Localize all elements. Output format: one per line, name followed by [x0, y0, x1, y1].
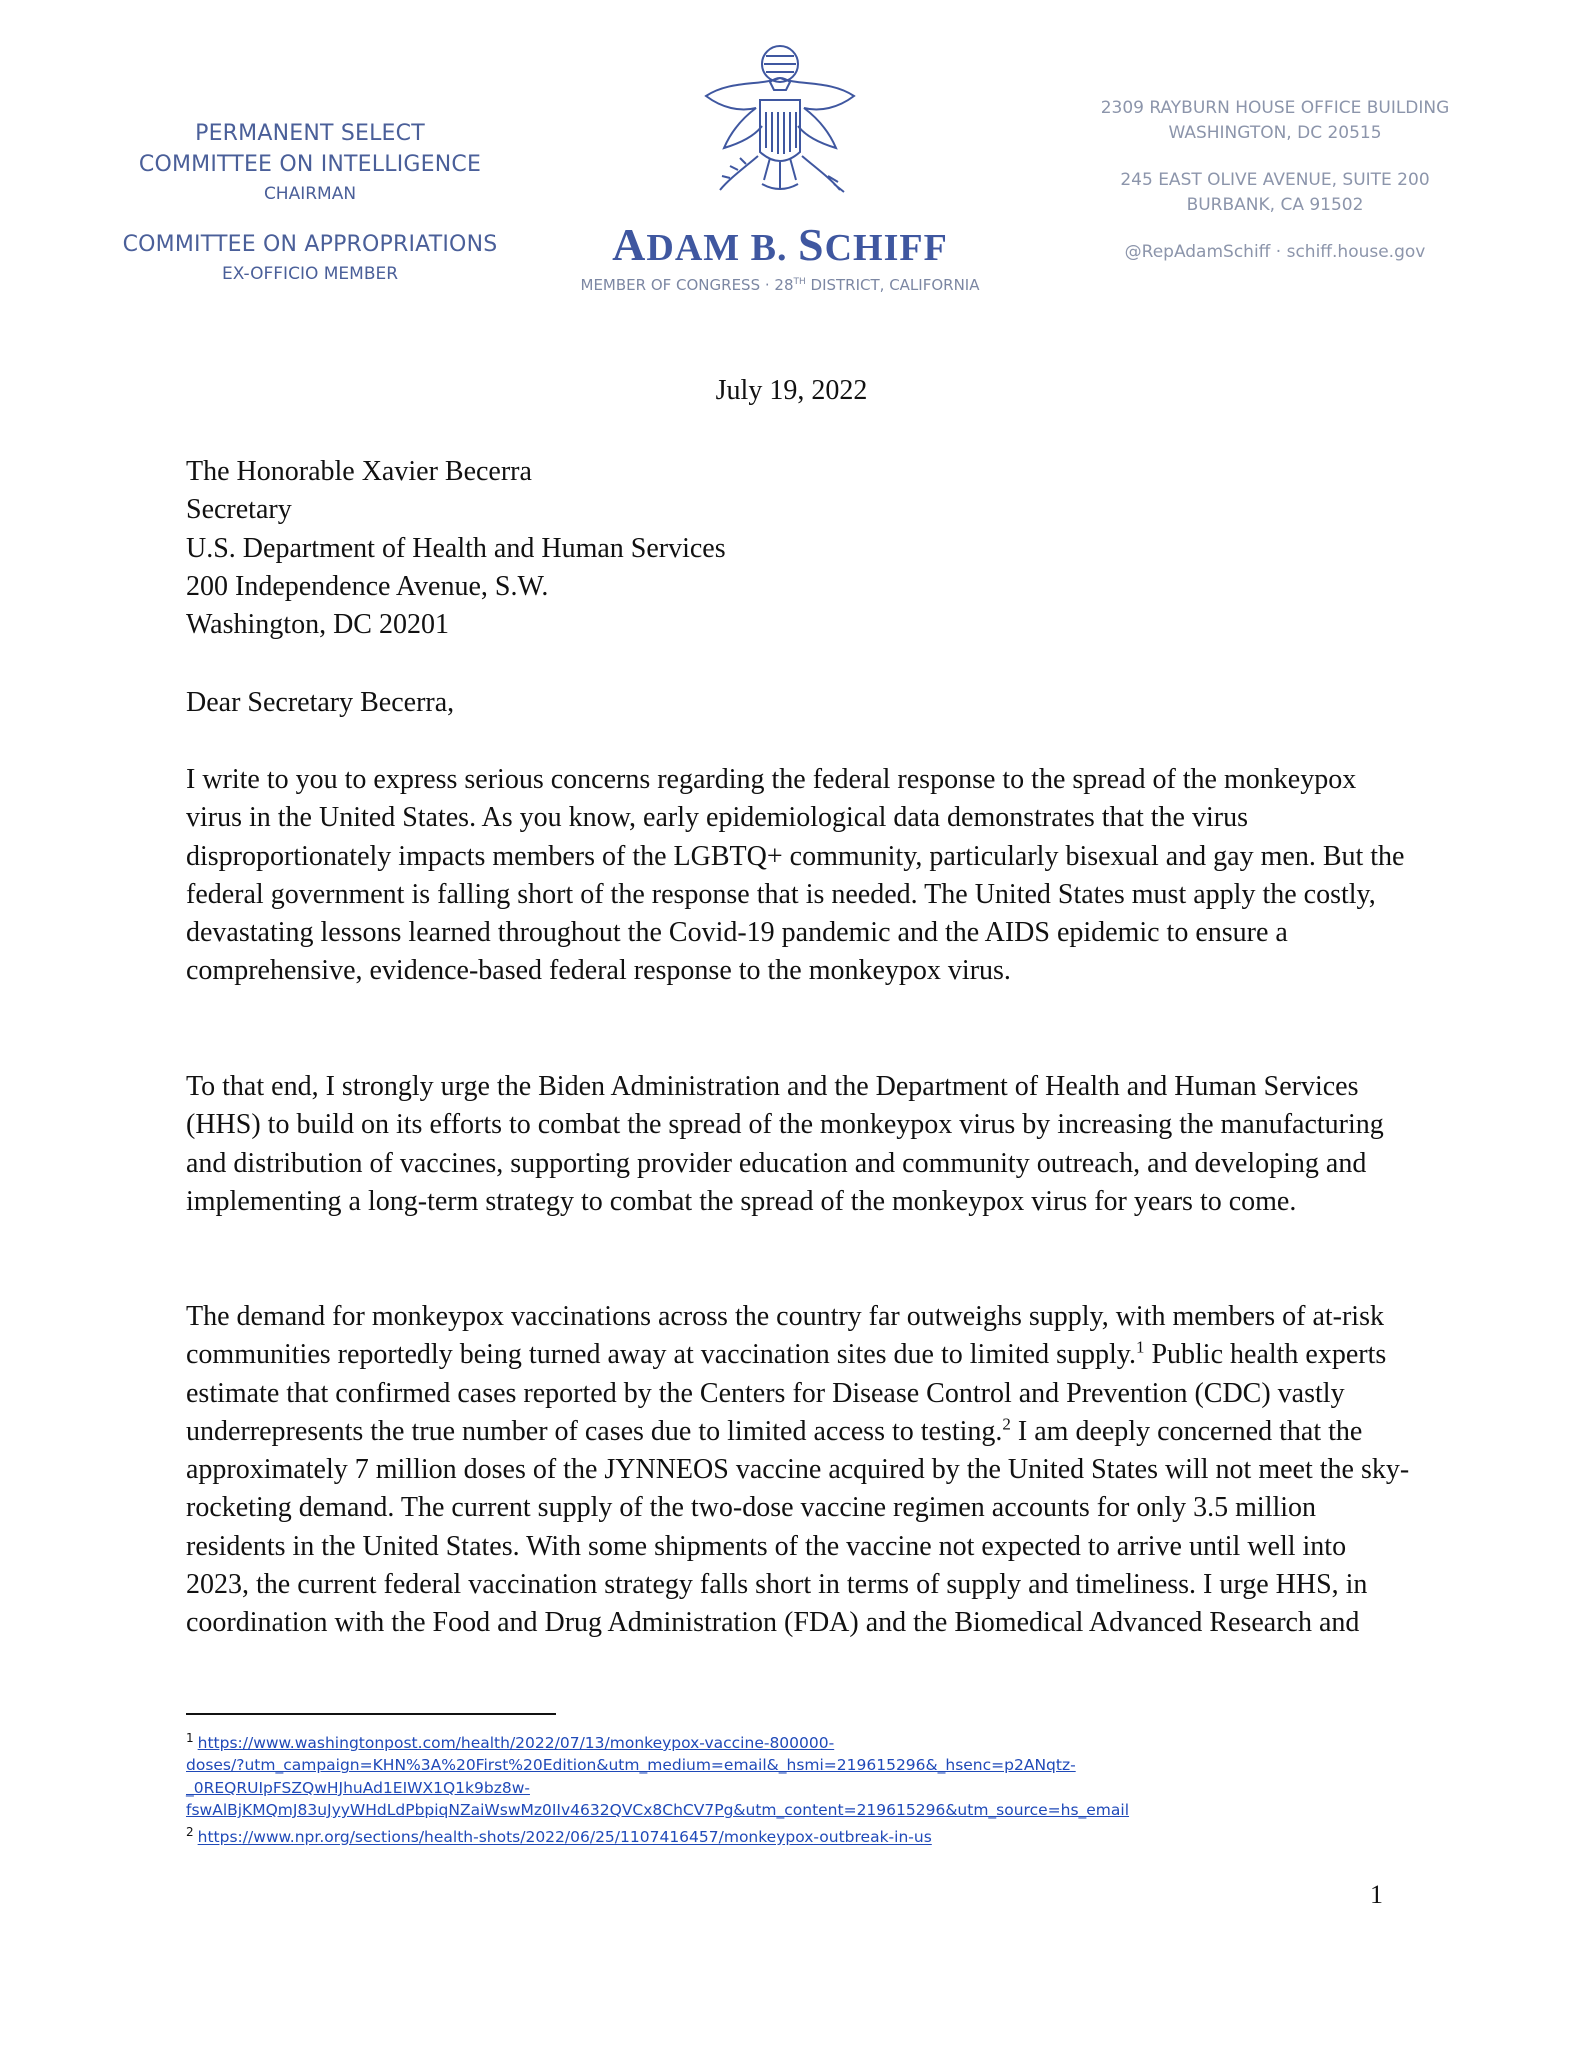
- footnote-divider: [186, 1713, 556, 1715]
- subtitle-pre: MEMBER OF CONGRESS · 28: [580, 276, 794, 294]
- web-handle: @RepAdamSchiff · schiff.house.gov: [1124, 242, 1426, 262]
- member-name: [560, 218, 1000, 271]
- committee-approp-role: EX-OFFICIO MEMBER: [221, 264, 399, 284]
- footnote-2: [186, 1821, 1436, 1848]
- footnotes: [186, 1727, 1436, 1849]
- letter-date: July 19, 2022: [715, 375, 868, 406]
- office-burbank-line2: BURBANK, CA 91502: [1186, 195, 1364, 215]
- subtitle-sup: TH: [793, 277, 806, 287]
- salutation: Dear Secretary Becerra,: [186, 687, 455, 718]
- subtitle-post: DISTRICT, CALIFORNIA: [805, 276, 980, 294]
- footnote-2-number: 2: [186, 1825, 194, 1840]
- recipient-address: [186, 453, 1416, 644]
- paragraph-3-part-b: Public health experts estimate that confirmed cases reported by the Centers for Disease Control and Prevention (CDC) vastly underrepresents the true number of cases due to limited access to testing.: [186, 1339, 1387, 1447]
- recipient-line5: Washington, DC 20201: [186, 609, 449, 641]
- member-name-initial-s: S: [798, 219, 825, 270]
- recipient-line4: 200 Independence Avenue, S.W.: [186, 570, 549, 602]
- member-name-end: CHIFF: [824, 227, 948, 269]
- member-name-initial-a: A: [612, 219, 647, 270]
- footnote-1-link-line2[interactable]: doses/?utm_campaign=KHN%3A%20First%20Edition&utm_medium=email&_hsmi=219615296&_hsenc=p2ANqtz-: [186, 1756, 1076, 1775]
- great-seal-eagle-icon: [700, 38, 860, 213]
- office-dc-line1: 2309 RAYBURN HOUSE OFFICE BUILDING: [1100, 98, 1450, 118]
- office-block: [1040, 96, 1510, 265]
- footnote-1-link-line1[interactable]: https://www.washingtonpost.com/health/2022/07/13/monkeypox-vaccine-800000-: [197, 1734, 835, 1753]
- paragraph-3-part-a: The demand for monkeypox vaccinations across the country far outweighs supply, with members of at-risk communities reportedly being turned away at vaccination sites due to limited supply.: [186, 1301, 1384, 1371]
- member-name-middle: DAM B.: [646, 227, 799, 269]
- paragraph-3-part-c: I am deeply concerned that the approximately 7 million doses of the JYNNEOS vaccine acquired by the United States will not meet the sky-rocketing demand. The current supply of the two-dose vaccine regimen accounts for only 3.5 million residents in the United States. With some shipments of the vaccine not expected to arrive until well into 2023, the current federal vaccination strategy falls short in terms of supply and timeliness. I urge HHS, in coordination with the Food and Drug Administration (FDA) and the Biomedical Advanced Research and: [186, 1415, 1410, 1639]
- recipient-line2: Secretary: [186, 494, 292, 526]
- paragraph-2-text: To that end, I strongly urge the Biden Administration and the Department of Health and Human Services (HHS) to build on its efforts to combat the spread of the monkeypox virus by increasing the manufacturing and distribution of vaccines, supporting provider education and community outreach, and developing and implementing a long-term strategy to combat the spread of the monkeypox virus for years to come.: [186, 1071, 1384, 1217]
- footnote-2-link[interactable]: https://www.npr.org/sections/health-shots/2022/06/25/1107416457/monkeypox-outbreak-in-us: [197, 1828, 932, 1847]
- committee-intel-role: CHAIRMAN: [263, 184, 357, 204]
- committee-intel-line2: COMMITTEE ON INTELLIGENCE: [138, 152, 482, 177]
- paragraph-2: [186, 1068, 1416, 1221]
- member-subtitle: [555, 276, 1005, 294]
- footnote-ref-2[interactable]: 2: [1002, 1414, 1011, 1434]
- recipient-line3: U.S. Department of Health and Human Services: [186, 532, 726, 564]
- paragraph-1: [186, 761, 1416, 991]
- committee-intel-line1: PERMANENT SELECT: [195, 121, 425, 146]
- office-burbank-line1: 245 EAST OLIVE AVENUE, SUITE 200: [1120, 170, 1430, 190]
- footnote-1-number: 1: [186, 1731, 194, 1745]
- paragraph-1-text: I write to you to express serious concerns regarding the federal response to the spread of the monkeypox virus in the United States. As you know, early epidemiological data demonstrates that the virus disproportionately impacts members of the LGBTQ+ community, particularly bisexual and gay men. But the federal government is falling short of the response that is needed. The United States must apply the costly, devastating lessons learned throughout the Covid-19 pandemic and the AIDS epidemic to ensure a comprehensive, evidence-based federal response to the monkeypox virus.: [186, 764, 1405, 987]
- recipient-line1: The Honorable Xavier Becerra: [186, 456, 532, 487]
- paragraph-3: [186, 1298, 1416, 1643]
- committee-block: [100, 118, 520, 309]
- page-number: 1: [1370, 1880, 1383, 1909]
- footnote-1-link-line3[interactable]: _0REQRUIpFSZQwHJhuAd1EIWX1Q1k9bz8w-: [186, 1778, 530, 1797]
- office-dc-line2: WASHINGTON, DC 20515: [1168, 123, 1382, 143]
- committee-approp: COMMITTEE ON APPROPRIATIONS: [122, 232, 498, 257]
- footnote-ref-1[interactable]: 1: [1135, 1337, 1145, 1357]
- footnote-1: [186, 1727, 1436, 1821]
- footnote-1-link-line4[interactable]: fswAlBjKMQmJ83uJyyWHdLdPbpiqNZaiWswMz0IIv4632QVCx8ChCV7Pg&utm_content=219615296&utm_source=hs_email: [186, 1801, 1130, 1820]
